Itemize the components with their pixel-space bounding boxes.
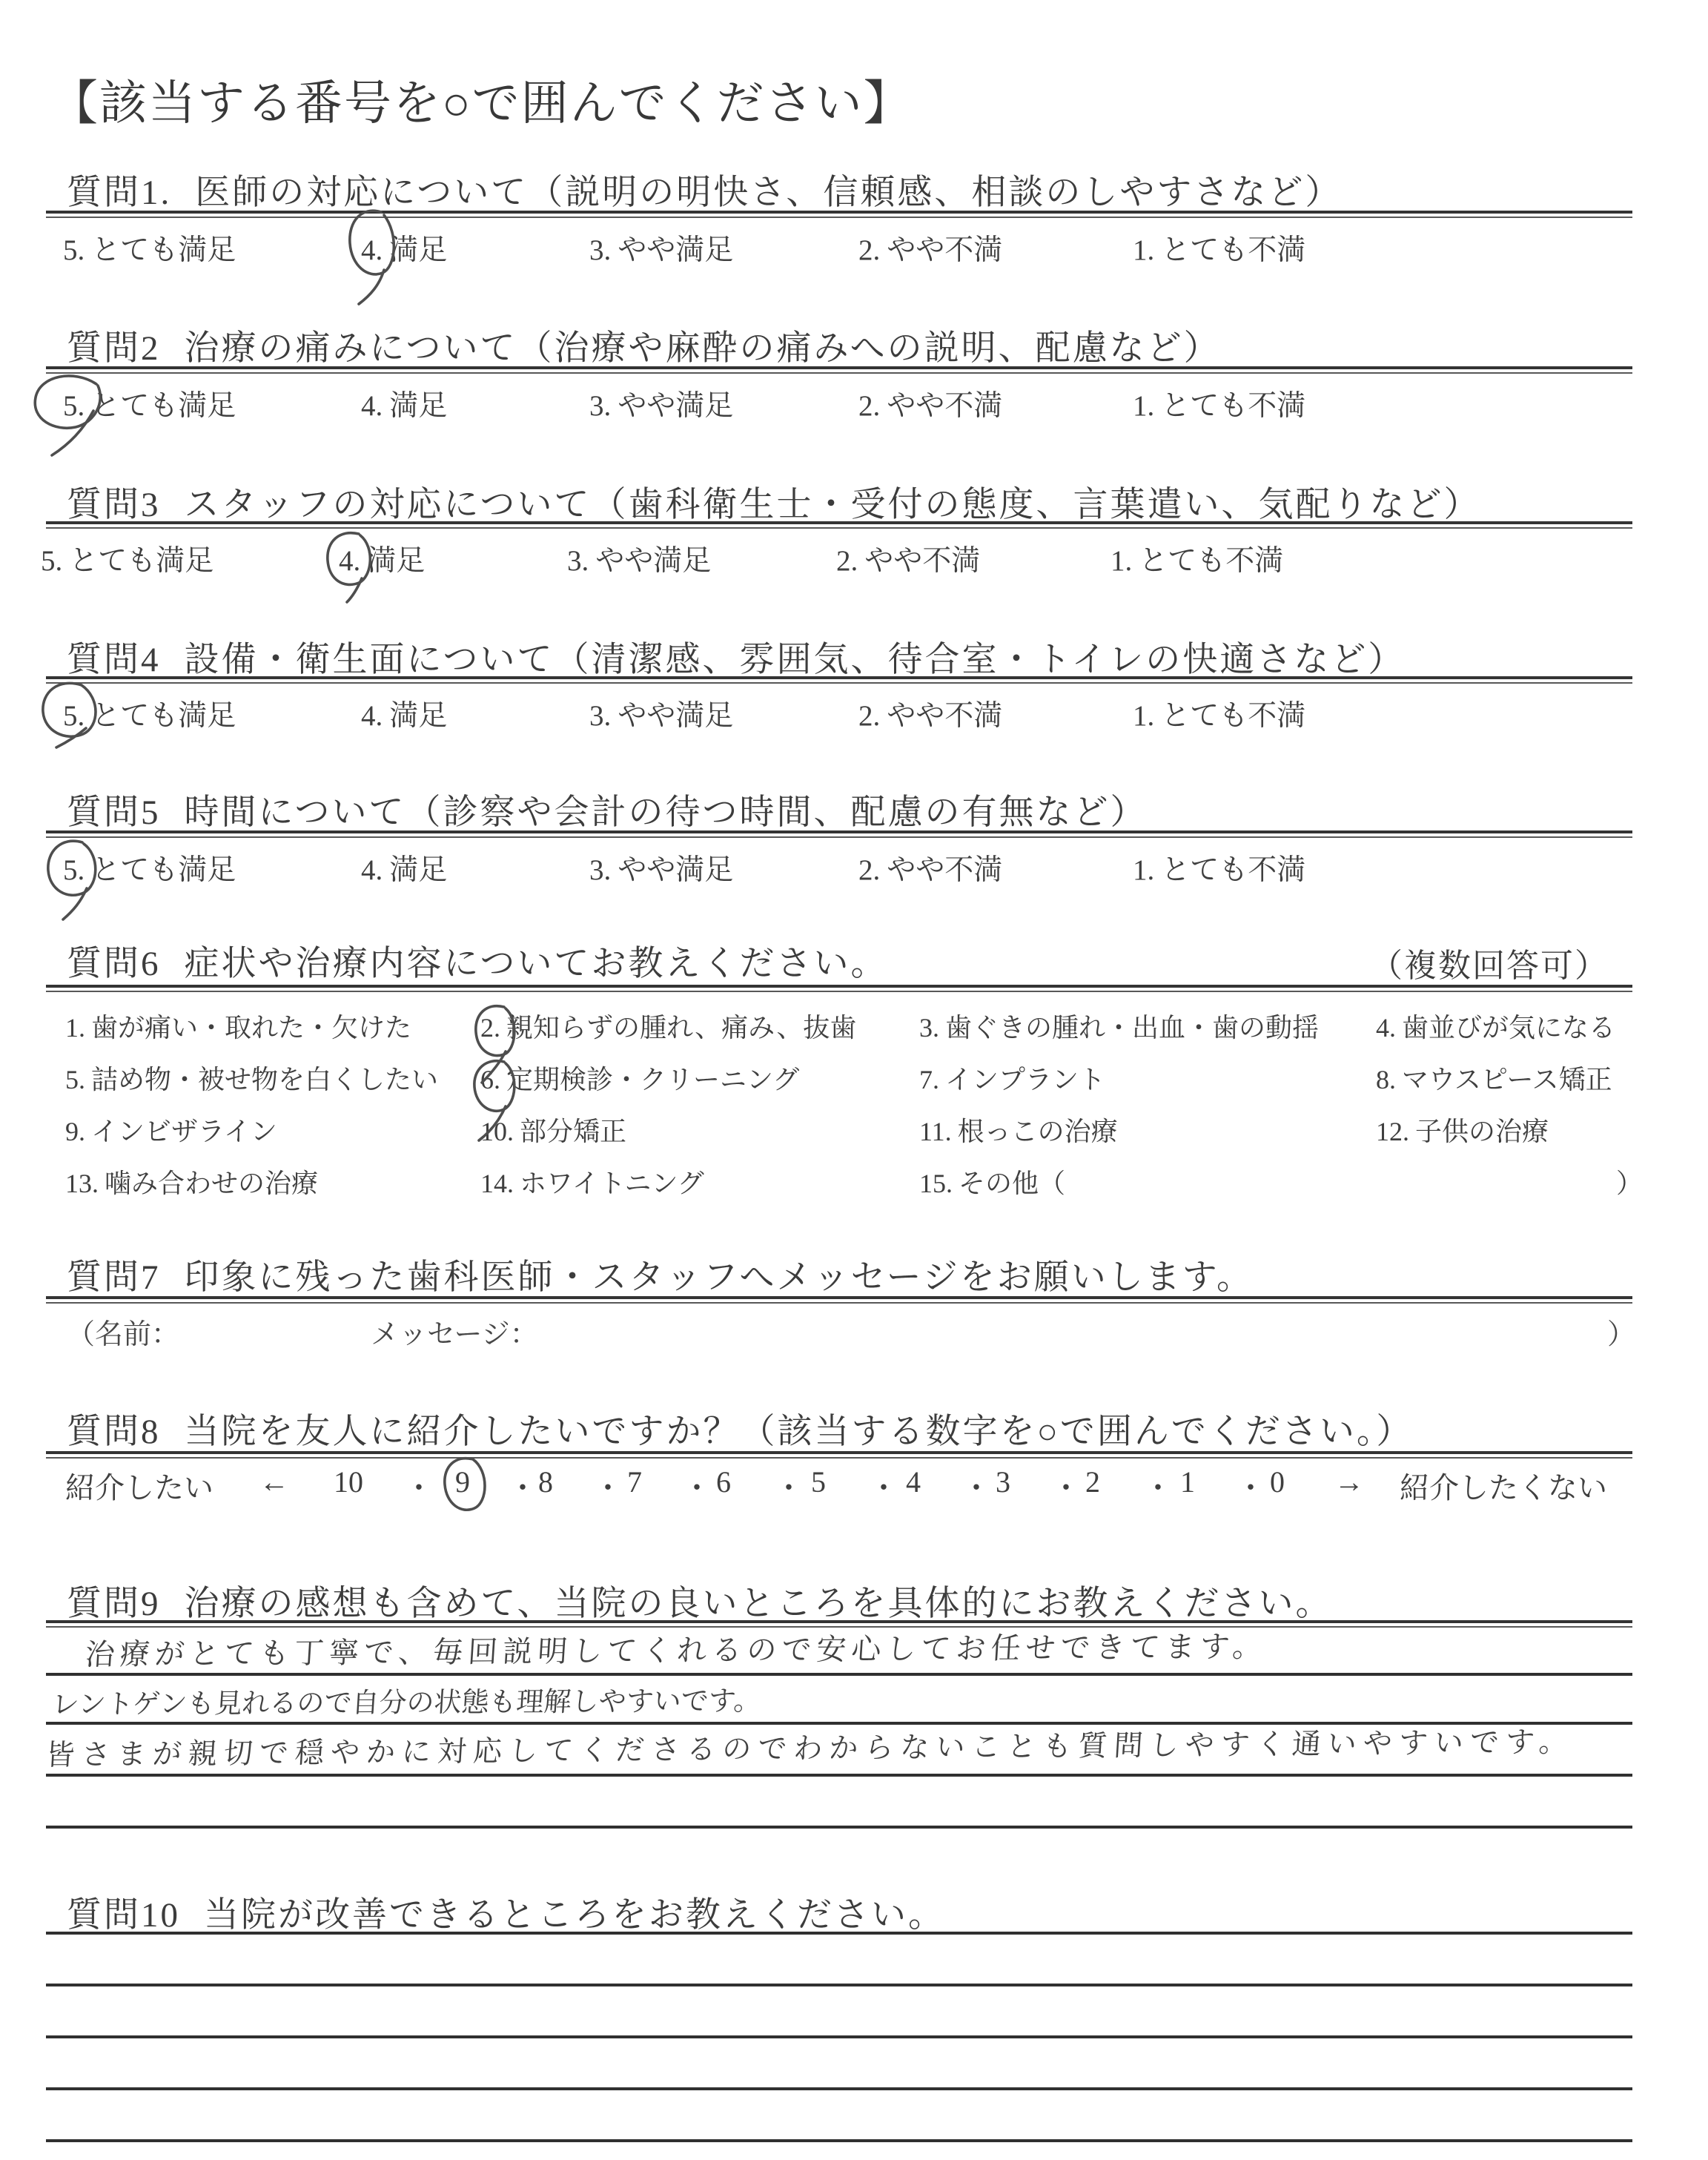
sat-option-5 bbox=[41, 538, 214, 579]
option-number: 3. bbox=[589, 234, 612, 266]
question-9-title: 治療の感想も含めて、当院の良いところを具体的にお教えください。 bbox=[184, 1585, 1333, 1623]
option-number: 5. bbox=[41, 545, 63, 577]
sat-option-3 bbox=[567, 538, 711, 579]
option-number: 4. bbox=[1376, 1013, 1396, 1043]
q6-option-12 bbox=[1376, 1111, 1549, 1149]
handwritten-circle-q2 bbox=[30, 371, 111, 460]
option-label: とても満足 bbox=[91, 234, 236, 266]
question-8-header bbox=[67, 1404, 1413, 1453]
dot-separator: ・ bbox=[682, 1471, 712, 1505]
q6-option-6 bbox=[480, 1059, 799, 1097]
sat-option-2 bbox=[836, 538, 980, 579]
q6-option-13 bbox=[65, 1163, 318, 1200]
scale-number-7: 7 bbox=[627, 1465, 642, 1499]
option-number: 4. bbox=[361, 700, 383, 732]
option-label: 満足 bbox=[389, 700, 448, 732]
question-3-header bbox=[67, 477, 1481, 526]
option-number: 3. bbox=[589, 390, 612, 422]
scale-number-8: 8 bbox=[538, 1465, 553, 1499]
divider bbox=[46, 366, 1632, 374]
sat-option-3 bbox=[589, 383, 733, 424]
option-label: 部分矯正 bbox=[520, 1117, 627, 1146]
scale-number-4: 4 bbox=[906, 1465, 921, 1499]
option-label: とても満足 bbox=[91, 700, 236, 732]
option-number: 2. bbox=[858, 854, 881, 886]
q6-options-row-2 bbox=[0, 1059, 1708, 1096]
option-number: 3. bbox=[589, 700, 612, 732]
scale-number-9: 9 bbox=[455, 1465, 470, 1499]
option-label: 定期検診・クリーニング bbox=[506, 1065, 800, 1094]
option-label: 満足 bbox=[389, 390, 448, 422]
question-6-header bbox=[67, 936, 888, 985]
option-number: 13. bbox=[65, 1169, 99, 1198]
q6-option-2 bbox=[480, 1007, 856, 1045]
ruled-line bbox=[46, 2035, 1632, 2038]
ruled-line bbox=[46, 1774, 1632, 1777]
option-label: ホワイトニング bbox=[520, 1169, 704, 1198]
option-number: 2. bbox=[836, 545, 858, 577]
page-title: 【該当する番号を○で囲んでください】 bbox=[50, 77, 913, 130]
option-label: やや不満 bbox=[887, 854, 1003, 886]
q6-option-3 bbox=[919, 1007, 1319, 1045]
question-5-number: 質問5 bbox=[67, 793, 161, 832]
option-label: やや満足 bbox=[595, 545, 712, 577]
option-number: 1. bbox=[1110, 545, 1133, 577]
ruled-line bbox=[46, 2087, 1632, 2090]
option-label: 歯ぐきの腫れ・出血・歯の動揺 bbox=[945, 1013, 1320, 1043]
question-5-header bbox=[67, 785, 1148, 834]
option-number: 2. bbox=[858, 390, 881, 422]
question-2-header bbox=[67, 320, 1221, 370]
option-number: 4. bbox=[361, 390, 383, 422]
sat-option-2 bbox=[858, 693, 1002, 734]
option-label: インビザライン bbox=[91, 1117, 277, 1146]
question-10-number: 質問10 bbox=[67, 1896, 180, 1935]
option-number: 12. bbox=[1376, 1117, 1409, 1146]
question-2-number: 質問2 bbox=[67, 329, 161, 368]
option-label: 満足 bbox=[389, 234, 448, 266]
handwritten-circle-q1 bbox=[342, 206, 406, 306]
option-label: とても満足 bbox=[91, 854, 236, 886]
dot-separator: ・ bbox=[593, 1471, 623, 1505]
option-label: とても満足 bbox=[91, 390, 236, 422]
ruled-line bbox=[46, 2139, 1632, 2142]
question-10-title: 当院が改善できるところをお教えください。 bbox=[204, 1896, 945, 1935]
message-field-label: メッセージ： bbox=[371, 1319, 538, 1350]
option-number: 5. bbox=[65, 1065, 85, 1094]
option-number: 5. bbox=[63, 700, 85, 732]
option-label: 歯が痛い・取れた・欠けた bbox=[91, 1013, 412, 1043]
dot-separator: ・ bbox=[869, 1471, 898, 1505]
option-label: 歯並びが気になる bbox=[1402, 1013, 1616, 1043]
q7-answer-row bbox=[0, 1311, 1708, 1350]
dot-separator: ・ bbox=[1051, 1471, 1081, 1505]
ruled-line bbox=[46, 1932, 1632, 1935]
sat-option-2 bbox=[858, 383, 1002, 424]
divider bbox=[46, 521, 1632, 529]
handwritten-answer-line-1: 治療がとても丁寧で、毎回説明してくれるので安心してお任せできてます。 bbox=[84, 1629, 1268, 1672]
question-10-header bbox=[67, 1887, 945, 1937]
sat-option-5 bbox=[63, 227, 236, 268]
question-8-number: 質問8 bbox=[67, 1413, 161, 1451]
close-paren: ） bbox=[1607, 1319, 1636, 1350]
sat-option-4 bbox=[361, 693, 447, 734]
question-1-title: 医師の対応について（説明の明快さ、信頼感、相談のしやすさなど） bbox=[195, 174, 1343, 212]
dot-separator: ・ bbox=[1236, 1471, 1265, 1505]
ruled-line bbox=[46, 1673, 1632, 1676]
divider bbox=[46, 676, 1632, 684]
option-label: とても満足 bbox=[69, 545, 214, 577]
q6-option-15 bbox=[919, 1163, 1065, 1200]
q6-option-9 bbox=[65, 1111, 277, 1149]
option-number: 5. bbox=[63, 390, 85, 422]
scale-number-3: 3 bbox=[996, 1465, 1010, 1499]
question-5-title: 時間について（診察や会計の待つ時間、配慮の有無など） bbox=[184, 793, 1148, 832]
question-4-title: 設備・衛生面について（清潔感、雰囲気、待合室・トイレの快適さなど） bbox=[184, 641, 1406, 679]
option-number: 7. bbox=[919, 1065, 939, 1094]
option-label: 満足 bbox=[367, 545, 426, 577]
handwritten-circle-q4 bbox=[36, 679, 110, 750]
q6-options-row-1 bbox=[0, 1007, 1708, 1044]
dot-separator: ・ bbox=[774, 1471, 804, 1505]
option-number: 1. bbox=[1133, 854, 1155, 886]
dot-separator: ・ bbox=[404, 1471, 434, 1505]
answer-row-q1 bbox=[0, 227, 1708, 265]
scale-number-0: 0 bbox=[1270, 1465, 1285, 1499]
question-4-number: 質問4 bbox=[67, 641, 161, 679]
sat-option-4 bbox=[361, 847, 447, 888]
scale-number-1: 1 bbox=[1180, 1465, 1195, 1499]
q6-options-row-4 bbox=[0, 1163, 1708, 1200]
option-label: とても不満 bbox=[1161, 700, 1306, 732]
sat-option-1 bbox=[1133, 383, 1305, 424]
scale-number-10: 10 bbox=[334, 1465, 363, 1499]
question-6-title: 症状や治療内容についてお教えください。 bbox=[184, 945, 888, 983]
q6-option-4 bbox=[1376, 1007, 1615, 1045]
option-label: マウスピース矯正 bbox=[1402, 1065, 1612, 1094]
question-9-header bbox=[67, 1576, 1333, 1625]
scale-number-5: 5 bbox=[811, 1465, 826, 1499]
option-number: 5. bbox=[63, 854, 85, 886]
divider bbox=[46, 1296, 1632, 1304]
option-label: とても不満 bbox=[1161, 854, 1306, 886]
option-number: 1. bbox=[1133, 700, 1155, 732]
arrow-left-icon: ← bbox=[259, 1465, 289, 1499]
option-label: 親知らずの腫れ、痛み、抜歯 bbox=[506, 1013, 857, 1043]
divider bbox=[46, 830, 1632, 838]
option-label: インプラント bbox=[945, 1065, 1106, 1094]
answer-row-q3 bbox=[0, 538, 1708, 576]
question-2-title: 治療の痛みについて（治療や麻酔の痛みへの説明、配慮など） bbox=[184, 329, 1221, 368]
question-8-title: 当院を友人に紹介したいですか？（該当する数字を○で囲んでください。） bbox=[184, 1413, 1414, 1451]
question-1-number: 質問1. bbox=[67, 174, 172, 212]
handwritten-answer-line-3: 皆さまが親切で穏やかに対応してくださるのでわからないことも質問しやすく通いやすいです。 bbox=[44, 1725, 1576, 1772]
option-label: 満足 bbox=[389, 854, 448, 886]
option-label: とても不満 bbox=[1161, 234, 1306, 266]
sat-option-3 bbox=[589, 693, 733, 734]
sat-option-1 bbox=[1133, 693, 1305, 734]
option-number: 11. bbox=[919, 1117, 952, 1146]
handwritten-answer-line-2: レントゲンも見れるので自分の状態も理解しやすいです。 bbox=[50, 1684, 763, 1720]
question-7-title: 印象に残った歯科医師・スタッフへメッセージをお願いします。 bbox=[184, 1258, 1254, 1297]
handwritten-circle-q5 bbox=[41, 836, 107, 922]
option-label: 根っこの治療 bbox=[957, 1117, 1118, 1146]
dot-separator: ・ bbox=[1143, 1471, 1173, 1505]
question-6-number: 質問6 bbox=[67, 945, 161, 983]
option-number: 4. bbox=[361, 234, 383, 266]
option-label: やや不満 bbox=[864, 545, 981, 577]
option-number: 1. bbox=[1133, 390, 1155, 422]
question-7-number: 質問7 bbox=[67, 1258, 161, 1297]
question-4-header bbox=[67, 632, 1405, 681]
scale-number-6: 6 bbox=[716, 1465, 731, 1499]
sat-option-1 bbox=[1110, 538, 1283, 579]
option-number: 2. bbox=[858, 700, 881, 732]
q6-options-row-3 bbox=[0, 1111, 1708, 1148]
name-field-label: （名前： bbox=[67, 1319, 180, 1350]
q6-option-8 bbox=[1376, 1059, 1612, 1097]
divider bbox=[46, 211, 1632, 218]
scale-right-label: 紹介したくない bbox=[1400, 1471, 1607, 1505]
scale-left-label: 紹介したい bbox=[65, 1471, 214, 1505]
option-number: 4. bbox=[361, 854, 383, 886]
divider bbox=[46, 1451, 1632, 1459]
q6-other-close-paren: ） bbox=[1616, 1169, 1644, 1198]
sat-option-3 bbox=[589, 847, 733, 888]
question-1-header bbox=[67, 165, 1342, 214]
option-number: 1. bbox=[65, 1013, 85, 1043]
option-number: 14. bbox=[480, 1169, 514, 1198]
option-label: 詰め物・被せ物を白くしたい bbox=[91, 1065, 439, 1094]
scale-number-2: 2 bbox=[1085, 1465, 1100, 1499]
sat-option-1 bbox=[1133, 847, 1305, 888]
option-label: やや満足 bbox=[618, 390, 734, 422]
question-9-number: 質問9 bbox=[67, 1585, 161, 1623]
option-number: 1. bbox=[1133, 234, 1155, 266]
option-number: 2. bbox=[480, 1013, 500, 1043]
q6-option-1 bbox=[65, 1007, 411, 1045]
divider bbox=[46, 985, 1632, 992]
q6-option-5 bbox=[65, 1059, 438, 1097]
sat-option-3 bbox=[589, 227, 733, 268]
option-number: 10. bbox=[480, 1117, 514, 1146]
option-label: やや満足 bbox=[618, 854, 734, 886]
option-label: 子供の治療 bbox=[1415, 1117, 1549, 1146]
option-number: 3. bbox=[919, 1013, 939, 1043]
arrow-right-icon: → bbox=[1334, 1465, 1364, 1499]
ruled-line bbox=[46, 1984, 1632, 1986]
handwritten-circle-q3 bbox=[319, 529, 385, 604]
sat-option-4 bbox=[361, 383, 447, 424]
ruled-line bbox=[46, 1826, 1632, 1829]
sat-option-2 bbox=[858, 227, 1002, 268]
answer-row-q2 bbox=[0, 383, 1708, 421]
handwritten-circle-q8 bbox=[439, 1455, 494, 1517]
option-number: 3. bbox=[589, 854, 612, 886]
question-3-number: 質問3 bbox=[67, 486, 161, 524]
option-label: やや不満 bbox=[887, 700, 1003, 732]
question-7-header bbox=[67, 1249, 1254, 1299]
option-label: 噛み合わせの治療 bbox=[105, 1169, 319, 1198]
option-number: 5. bbox=[63, 234, 85, 266]
sat-option-1 bbox=[1133, 227, 1305, 268]
option-number: 3. bbox=[567, 545, 589, 577]
option-label: その他（ bbox=[959, 1169, 1066, 1198]
answer-row-q5 bbox=[0, 847, 1708, 885]
multiple-answers-note: （複数回答可） bbox=[1370, 948, 1609, 984]
option-number: 4. bbox=[339, 545, 361, 577]
handwritten-circle-q6-option6 bbox=[467, 1056, 526, 1145]
q6-option-7 bbox=[919, 1059, 1105, 1097]
nps-scale-row bbox=[0, 1464, 1708, 1506]
option-number: 8. bbox=[1376, 1065, 1396, 1094]
option-number: 15. bbox=[919, 1169, 953, 1198]
option-label: やや満足 bbox=[618, 700, 734, 732]
answer-row-q4 bbox=[0, 693, 1708, 731]
option-number: 9. bbox=[65, 1117, 85, 1146]
dot-separator: ・ bbox=[961, 1471, 991, 1505]
sat-option-2 bbox=[858, 847, 1002, 888]
question-3-title: スタッフの対応について（歯科衛生士・受付の態度、言葉遣い、気配りなど） bbox=[184, 486, 1481, 524]
option-label: とても不満 bbox=[1139, 545, 1284, 577]
option-label: とても不満 bbox=[1161, 390, 1306, 422]
option-number: 6. bbox=[480, 1065, 500, 1094]
option-label: やや不満 bbox=[887, 234, 1003, 266]
option-label: やや不満 bbox=[887, 390, 1003, 422]
option-label: やや満足 bbox=[618, 234, 734, 266]
dot-separator: ・ bbox=[508, 1471, 537, 1505]
q6-option-14 bbox=[480, 1163, 704, 1200]
q6-option-11 bbox=[919, 1111, 1118, 1149]
option-number: 2. bbox=[858, 234, 881, 266]
